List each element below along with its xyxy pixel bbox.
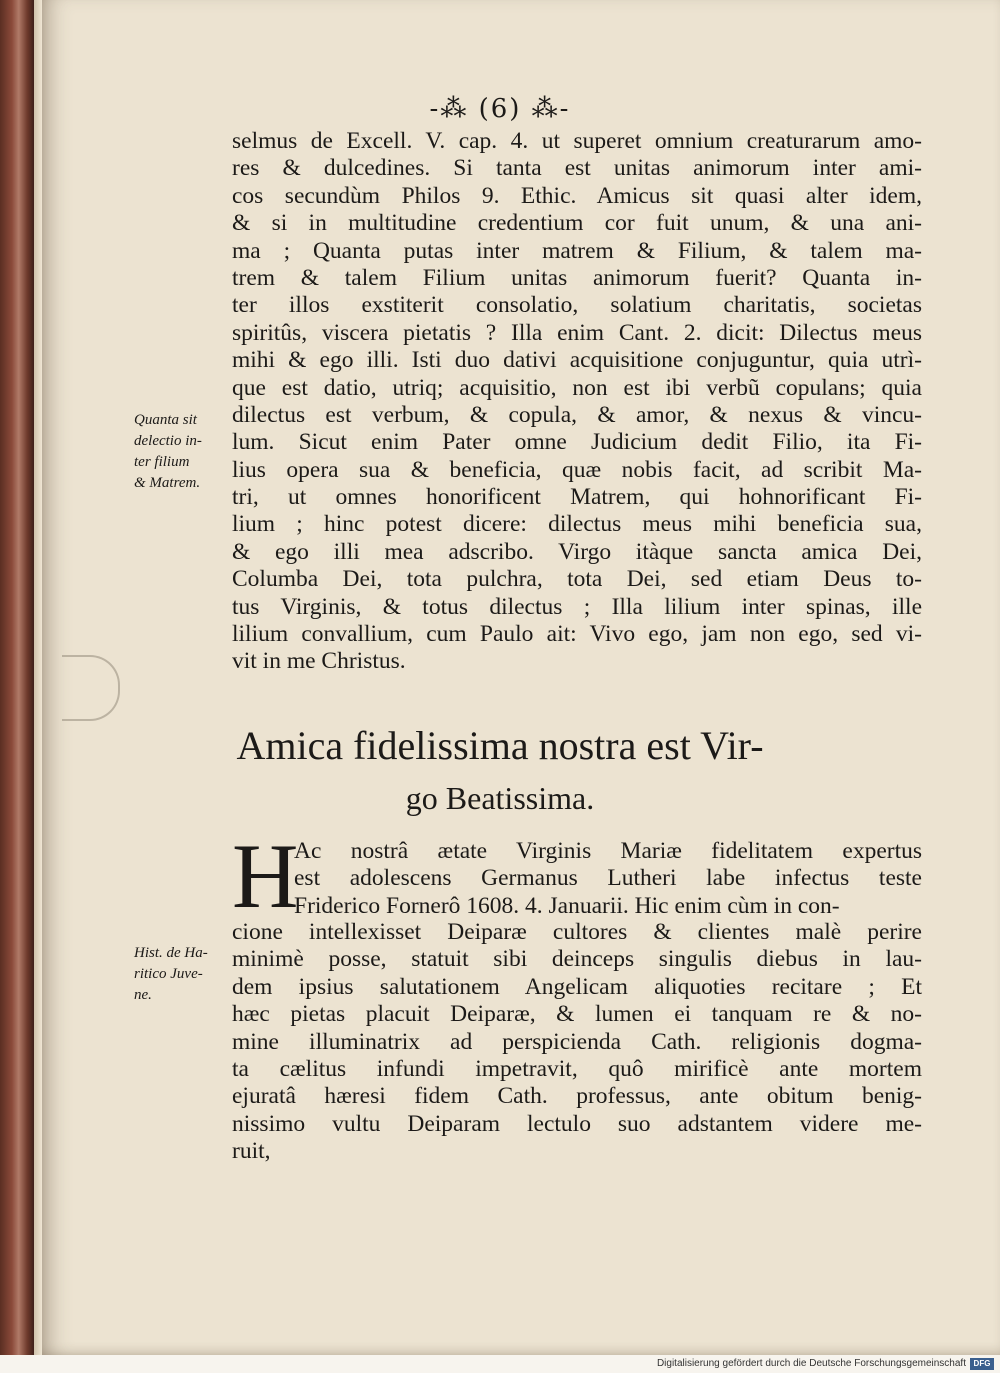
text-line: ejuratâ hæresi fidem Cath. professus, ante obitum benig- (232, 1083, 922, 1110)
text-line: ma ; Quanta putas inter matrem & Filium, & talem ma- (232, 237, 922, 264)
text-line: lilium convallium, cum Paulo ait: Vivo ego, jam non ego, sed vi- (232, 621, 922, 648)
margin-note-line: & Matrem. (134, 475, 201, 491)
text-line: res & dulcedines. Si tanta est unitas animorum inter ami- (232, 155, 922, 182)
margin-note-line: ne. (134, 987, 152, 1003)
paragraph-2-indented (294, 838, 922, 920)
text-line: ter illos exstiterit consolatio, solatium charitatis, societas (232, 292, 922, 319)
text-line: nissimo vultu Deiparam lectulo suo adstantem videre me- (232, 1110, 922, 1137)
page-header: -⁂ (6) ⁂- (429, 94, 571, 124)
text-line: Friderico Fornerô 1608. 4. Januarii. Hic enim cùm in con- (294, 892, 840, 919)
margin-note-2 (134, 943, 234, 1006)
text-line: dem ipsius salutationem Angelicam aliquoties recitare ; Et (232, 973, 922, 1000)
paragraph-1 (232, 128, 922, 676)
margin-note-line: Quanta sit (134, 412, 197, 428)
text-line: que est datio, utriq; acquisitio, non est ibi verbũ copulans; quia (232, 374, 922, 401)
page-edge (34, 0, 42, 1355)
margin-note-line: ritico Juve- (134, 966, 203, 982)
text-line: cione intellexisset Deiparæ cultores & clientes malè perire (232, 919, 922, 945)
text-line: hæc pietas placuit Deiparæ, & lumen ei tanquam re & no- (232, 1001, 922, 1028)
text-line: cos secundùm Philos 9. Ethic. Amicus sit quasi alter idem, (232, 182, 922, 209)
margin-note-1 (134, 410, 234, 494)
section-heading-line-1: Amica fidelissima nostra est Vir- (236, 723, 764, 768)
text-line: trem & talem Filium unitas animorum fuerit? Quanta in- (232, 264, 922, 291)
text-line: & ego illi mea adscribo. Virgo itàque sancta amica Dei, (232, 538, 922, 565)
text-line: mihi & ego illi. Isti duo dativi acquisitione conjuguntur, quia utrì- (232, 347, 922, 374)
dfg-logo-icon: DFG (970, 1358, 994, 1370)
text-line: tri, ut omnes honorificent Matrem, qui hohnorificant Fi- (232, 484, 922, 511)
text-line: selmus de Excell. V. cap. 4. ut superet omnium creaturarum amo- (232, 128, 922, 154)
book-binding (0, 0, 34, 1355)
drop-cap: H (232, 825, 299, 927)
text-line: ta cælitus infundi impetravit, quô mirificè ante mortem (232, 1055, 922, 1082)
text-line: mine illuminatrix ad perspicienda Cath. religionis dogma- (232, 1028, 922, 1055)
footer-text: Digitalisierung gefördert durch die Deutsche Forschungsgemeinschaft (656, 1358, 966, 1369)
paragraph-2 (232, 919, 922, 1166)
text-line: spiritûs, viscera pietatis ? Illa enim Cant. 2. dicit: Dilectus meus (232, 319, 922, 346)
text-line: lius opera sua & beneficia, quæ nobis facit, ad scribit Ma- (232, 456, 922, 483)
page-clip-mark (62, 655, 120, 721)
text-line: dilectus est verbum, & copula, & amor, & nexus & vincu- (232, 401, 922, 428)
footer-bar (0, 1355, 1000, 1373)
text-line: ruit, (232, 1138, 271, 1165)
text-line: est adolescens Germanus Lutheri labe infectus teste (294, 865, 922, 892)
text-line: & si in multitudine credentium cor fuit unum, & una ani- (232, 210, 922, 237)
text-line: tus Virginis, & totus dilectus ; Illa lilium inter spinas, ille (232, 593, 922, 620)
text-line: minimè posse, statuit sibi deinceps singulis diebus in lau- (232, 946, 922, 973)
margin-note-line: delectio in- (134, 433, 202, 449)
text-line: lium ; hinc potest dicere: dilectus meus mihi beneficia sua, (232, 511, 922, 538)
text-line: vit in me Christus. (232, 648, 406, 675)
section-heading-line-2: go Beatissima. (405, 780, 595, 816)
text-line: lum. Sicut enim Pater omne Judicium dedit Filio, ita Fi- (232, 429, 922, 456)
text-line: Ac nostrâ ætate Virginis Mariæ fidelitatem expertus (294, 838, 922, 864)
text-line: Columba Dei, tota pulchra, tota Dei, sed etiam Deus to- (232, 566, 922, 593)
margin-note-line: ter filium (134, 454, 190, 470)
margin-note-line: Hist. de Ha- (134, 945, 208, 961)
